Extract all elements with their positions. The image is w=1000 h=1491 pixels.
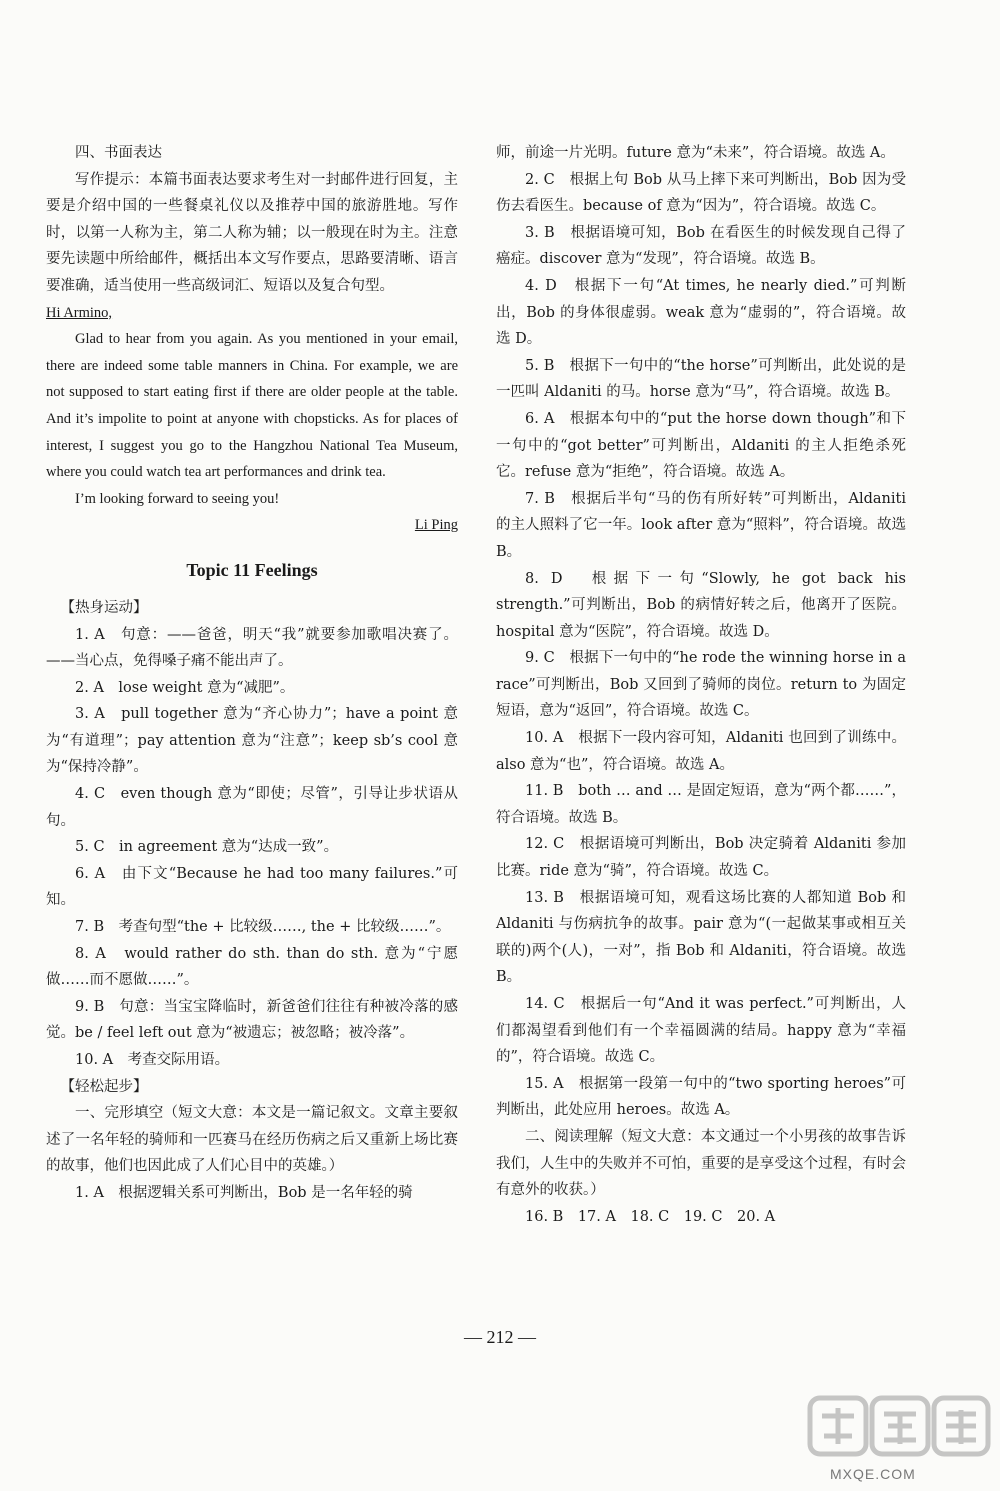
cloze-item: 3. B 根据语境可知，Bob 在看医生的时候发现自己得了癌症。discover 意为“发现”，符合语境。故选 B。 [496, 224, 906, 268]
easy-start-heading: 【轻松起步】 [60, 1078, 148, 1095]
cloze-item: 1. A 根据逻辑关系可判断出，Bob 是一名年轻的骑 [75, 1184, 413, 1201]
cloze-item: 12. C 根据语境可判断出，Bob 决定骑着 Aldaniti 参加比赛。ride 意为“骑”，符合语境。故选 C。 [496, 836, 906, 880]
cloze-item: 11. B both … and … 是固定短语，意为“两个都……”，符合语境。故选 B。 [496, 783, 906, 826]
letter-body: Glad to hear from you again. As you mentioned in your email, there are indeed some table manners in China. For example, we are not supposed to start eating first if there are older people at the table. And it’s impolite to point at anyone with chopsticks. As for places of interest, I suggest you go to the Hangzhou National Tea Museum, where you could watch tea art performances and drink tea. [46, 331, 458, 481]
warmup-heading: 【热身运动】 [60, 599, 148, 616]
warmup-item: 5. C in agreement 意为“达成一致”。 [75, 839, 339, 856]
left-column [46, 140, 458, 1207]
cloze-item: 2. C 根据上句 Bob 从马上摔下来可判断出，Bob 因为受伤去看医生。because of 意为“因为”，符合语境。故选 C。 [496, 171, 906, 215]
letter-greeting: Hi Armino, [46, 304, 113, 321]
cloze-item: 9. C 根据下一句中的“he rode the winning horse in a race”可判断出，Bob 又回到了骑师的岗位。return to 为固定短语，意为“返回”，符合语境。故选 C。 [496, 650, 906, 720]
letter-signature: Li Ping [414, 517, 458, 534]
reading-answers: 16. B 17. A 18. C 19. C 20. A [525, 1208, 776, 1225]
cloze-item: 10. A 根据下一段内容可知，Aldaniti 也回到了训练中。also 意为“也”，符合语境。故选 A。 [496, 730, 906, 773]
warmup-item: 10. A 考查交际用语。 [75, 1052, 230, 1068]
cloze-item: 13. B 根据语境可知，观看这场比赛的人都知道 Bob 和 Aldaniti 与伤病抗争的故事。pair 意为“(一起做某事或相互关联的)两个(人)，一对”，指 Bob 和 Aldaniti，符合语境。故选 B。 [496, 889, 906, 986]
warmup-item: 2. A lose weight 意为“减肥”。 [75, 679, 295, 696]
warmup-item: 7. B 考查句型“the + 比较级……, the + 比较级……”。 [75, 919, 451, 936]
cloze-item: 15. A 根据第一段第一句中的“two sporting heroes”可判断出，此处应用 heroes。故选 A。 [496, 1075, 906, 1119]
cloze-item: 7. B 根据后半句“马的伤有所好转”可判断出，Aldaniti 的主人照料了它一年。look after 意为“照料”，符合语境。故选 B。 [496, 490, 906, 560]
warmup-item: 1. A 句意：——爸爸，明天“我”就要参加歌唱决赛了。——当心点，免得嗓子痛不能出声了。 [46, 626, 458, 670]
right-column [496, 140, 906, 1230]
watermark-site: MXQE.COM [830, 1466, 916, 1482]
section-heading-writing: 四、书面表达 [75, 145, 162, 161]
topic-title: Topic 11 Feelings [186, 559, 318, 580]
reading-intro: 二、阅读理解（短文大意：本文通过一个小男孩的故事告诉我们，人生中的失败并不可怕，重要的是享受这个过程，有时会有意外的收获。） [496, 1128, 906, 1199]
cloze-item: 8. D 根据下一句“Slowly, he got back his strength.”可判断出，Bob 的病情好转之后，他离开了医院。hospital 意为“医院”，符合语境。故选 D。 [496, 570, 906, 640]
cloze-item: 14. C 根据后一句“And it was perfect.”可判断出，人们都渴望看到他们有一个幸福圆满的结局。happy 意为“幸福的”，符合语境。故选 C。 [496, 996, 906, 1066]
cloze-item: 4. D 根据下一句“At times, he nearly died.”可判断出，Bob 的身体很虚弱。weak 意为“虚弱的”，符合语境。故选 D。 [496, 277, 906, 348]
page-number: — 212 — [464, 1327, 536, 1347]
cloze-item-continued: 师，前途一片光明。future 意为“未来”，符合语境。故选 A。 [496, 145, 895, 161]
cloze-intro: 一、完形填空（短文大意：本文是一篇记叙文。文章主要叙述了一名年轻的骑师和一匹赛马在经历伤病之后又重新上场比赛的故事，他们也因此成了人们心目中的英雄。） [46, 1105, 458, 1175]
writing-tip: 写作提示：本篇书面表达要求考生对一封邮件进行回复，主要是介绍中国的一些餐桌礼仪以及推荐中国的旅游胜地。写作时，以第一人称为主，第二人称为辅；以一般现在时为主。注意要先读题中所给邮件，概括出本文写作要点，思路要清晰、语言要准确，适当使用一些高级词汇、短语以及复合句型。 [46, 171, 458, 294]
letter-closing: I’m looking forward to seeing you! [75, 490, 280, 507]
warmup-item: 4. C even though 意为“即使；尽管”，引导让步状语从句。 [46, 786, 458, 829]
warmup-item: 9. B 句意：当宝宝降临时，新爸爸们往往有种被冷落的感觉。be / feel left out 意为“被遗忘；被忽略；被冷落”。 [46, 998, 458, 1042]
warmup-item: 6. A 由下文“Because he had too many failures.”可知。 [46, 865, 458, 909]
warmup-item: 3. A pull together 意为“齐心协力”；have a point 意为“有道理”；pay attention 意为“注意”；keep sb’s cool 意为“保持冷静”。 [46, 706, 458, 776]
cloze-item: 5. B 根据下一句中的“the horse”可判断出，此处说的是一匹叫 Aldaniti 的马。horse 意为“马”，符合语境。故选 B。 [496, 357, 906, 401]
warmup-item: 8. A would rather do sth. than do sth. 意为“宁愿做……而不愿做……”。 [46, 945, 458, 989]
cloze-item: 6. A 根据本句中的“put the horse down though”和下一句中的“got better”可判断出，Aldaniti 的主人拒绝杀死它。refuse 意为“拒绝”，符合语境。故选 A。 [496, 410, 906, 481]
